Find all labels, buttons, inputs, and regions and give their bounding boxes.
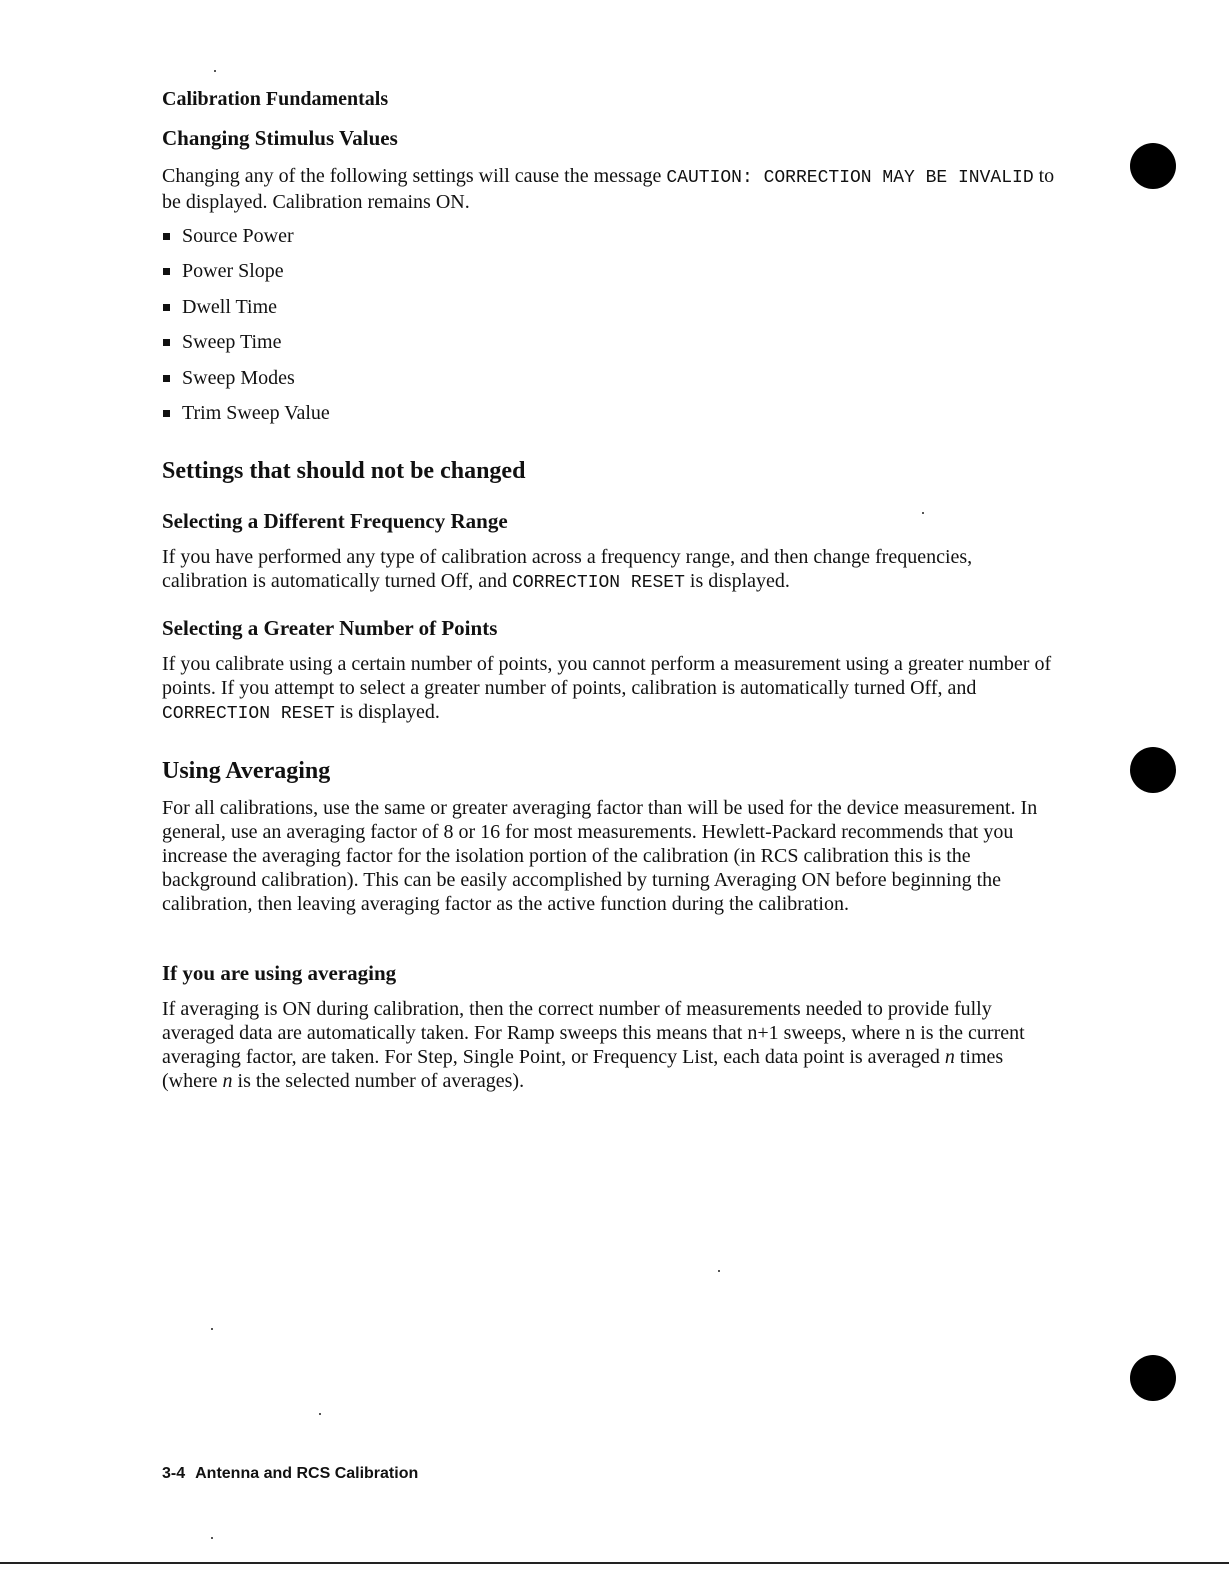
subsection-title-frequency: Selecting a Different Frequency Range bbox=[162, 509, 508, 533]
scan-speck bbox=[211, 1537, 213, 1539]
list-item: Sweep Time bbox=[162, 330, 330, 365]
page-number: 3-4 bbox=[162, 1465, 186, 1482]
scan-speck bbox=[922, 512, 924, 514]
bullet-square-icon bbox=[163, 233, 170, 240]
points-paragraph: If you calibrate using a certain number of points, you cannot perform a measurement using a greater number of points. If you attempt to select a greater number of points, calibration is automatically turned Off, and CORRECTION RESET is displayed. bbox=[162, 653, 1052, 724]
stimulus-intro bbox=[162, 164, 1062, 214]
list-item: Power Slope bbox=[162, 259, 330, 294]
list-item: Sweep Modes bbox=[162, 366, 330, 401]
footer-section: Antenna and RCS Calibration bbox=[195, 1465, 419, 1482]
binder-hole-icon bbox=[1130, 747, 1176, 793]
averaging-paragraph: For all calibrations, use the same or greater averaging factor than will be used for the device measurement. In general, use an averaging factor of 8 or 16 for most measurements. Hewlett-Packard recommends that you increase the averaging factor for the isolation portion of the calibration (in RCS calibration this is the background calibration). This can be easily accomplished by turning Averaging ON before beginning the calibration, then leaving averaging factor as the active function during the calibration. bbox=[162, 797, 1038, 915]
bullet-square-icon bbox=[163, 375, 170, 382]
subsection-title-using-averaging: If you are using averaging bbox=[162, 961, 397, 985]
stimulus-intro-text: Changing any of the following settings will cause the message bbox=[162, 165, 667, 187]
bullet-square-icon bbox=[163, 268, 170, 275]
bullet-square-icon bbox=[163, 304, 170, 311]
scan-speck bbox=[319, 1413, 321, 1415]
list-item: Source Power bbox=[162, 224, 330, 259]
correction-reset-message: CORRECTION RESET bbox=[512, 573, 685, 593]
correction-reset-message: CORRECTION RESET bbox=[162, 704, 335, 724]
section-title-averaging: Using Averaging bbox=[162, 758, 331, 784]
bullet-square-icon bbox=[163, 410, 170, 417]
bullet-square-icon bbox=[163, 339, 170, 346]
using-averaging-paragraph: If averaging is ON during calibration, then the correct number of measurements needed to provide fully averaged data are automatically taken. For Ramp sweeps this means that n+1 sweeps, where n is the current averaging factor, are taken. For Step, Single Point, or Frequency List, each data point is averaged n times (where n is the selected number of averages). bbox=[162, 998, 1025, 1092]
list-item: Dwell Time bbox=[162, 295, 330, 330]
binder-hole-icon bbox=[1130, 143, 1176, 189]
scan-speck bbox=[211, 1328, 213, 1330]
running-header: Calibration Fundamentals bbox=[162, 88, 389, 110]
subsection-title-points: Selecting a Greater Number of Points bbox=[162, 616, 498, 640]
caution-message: CAUTION: CORRECTION MAY BE INVALID bbox=[666, 168, 1034, 188]
scan-speck bbox=[214, 70, 216, 72]
stimulus-list bbox=[162, 224, 330, 436]
scan-speck bbox=[718, 1270, 720, 1272]
page-footer bbox=[162, 1465, 418, 1483]
stimulus-intro-end: to be displayed. Calibration remains ON. bbox=[162, 165, 1055, 213]
binder-hole-icon bbox=[1130, 1355, 1176, 1401]
list-item: Trim Sweep Value bbox=[162, 401, 330, 436]
section-title-unchanged: Settings that should not be changed bbox=[162, 458, 526, 484]
bottom-rule bbox=[0, 1562, 1229, 1564]
frequency-paragraph: If you have performed any type of calibration across a frequency range, and then change frequencies, calibration is automatically turned Off, and CORRECTION RESET is displayed. bbox=[162, 546, 973, 593]
section-title-stimulus: Changing Stimulus Values bbox=[162, 126, 398, 150]
